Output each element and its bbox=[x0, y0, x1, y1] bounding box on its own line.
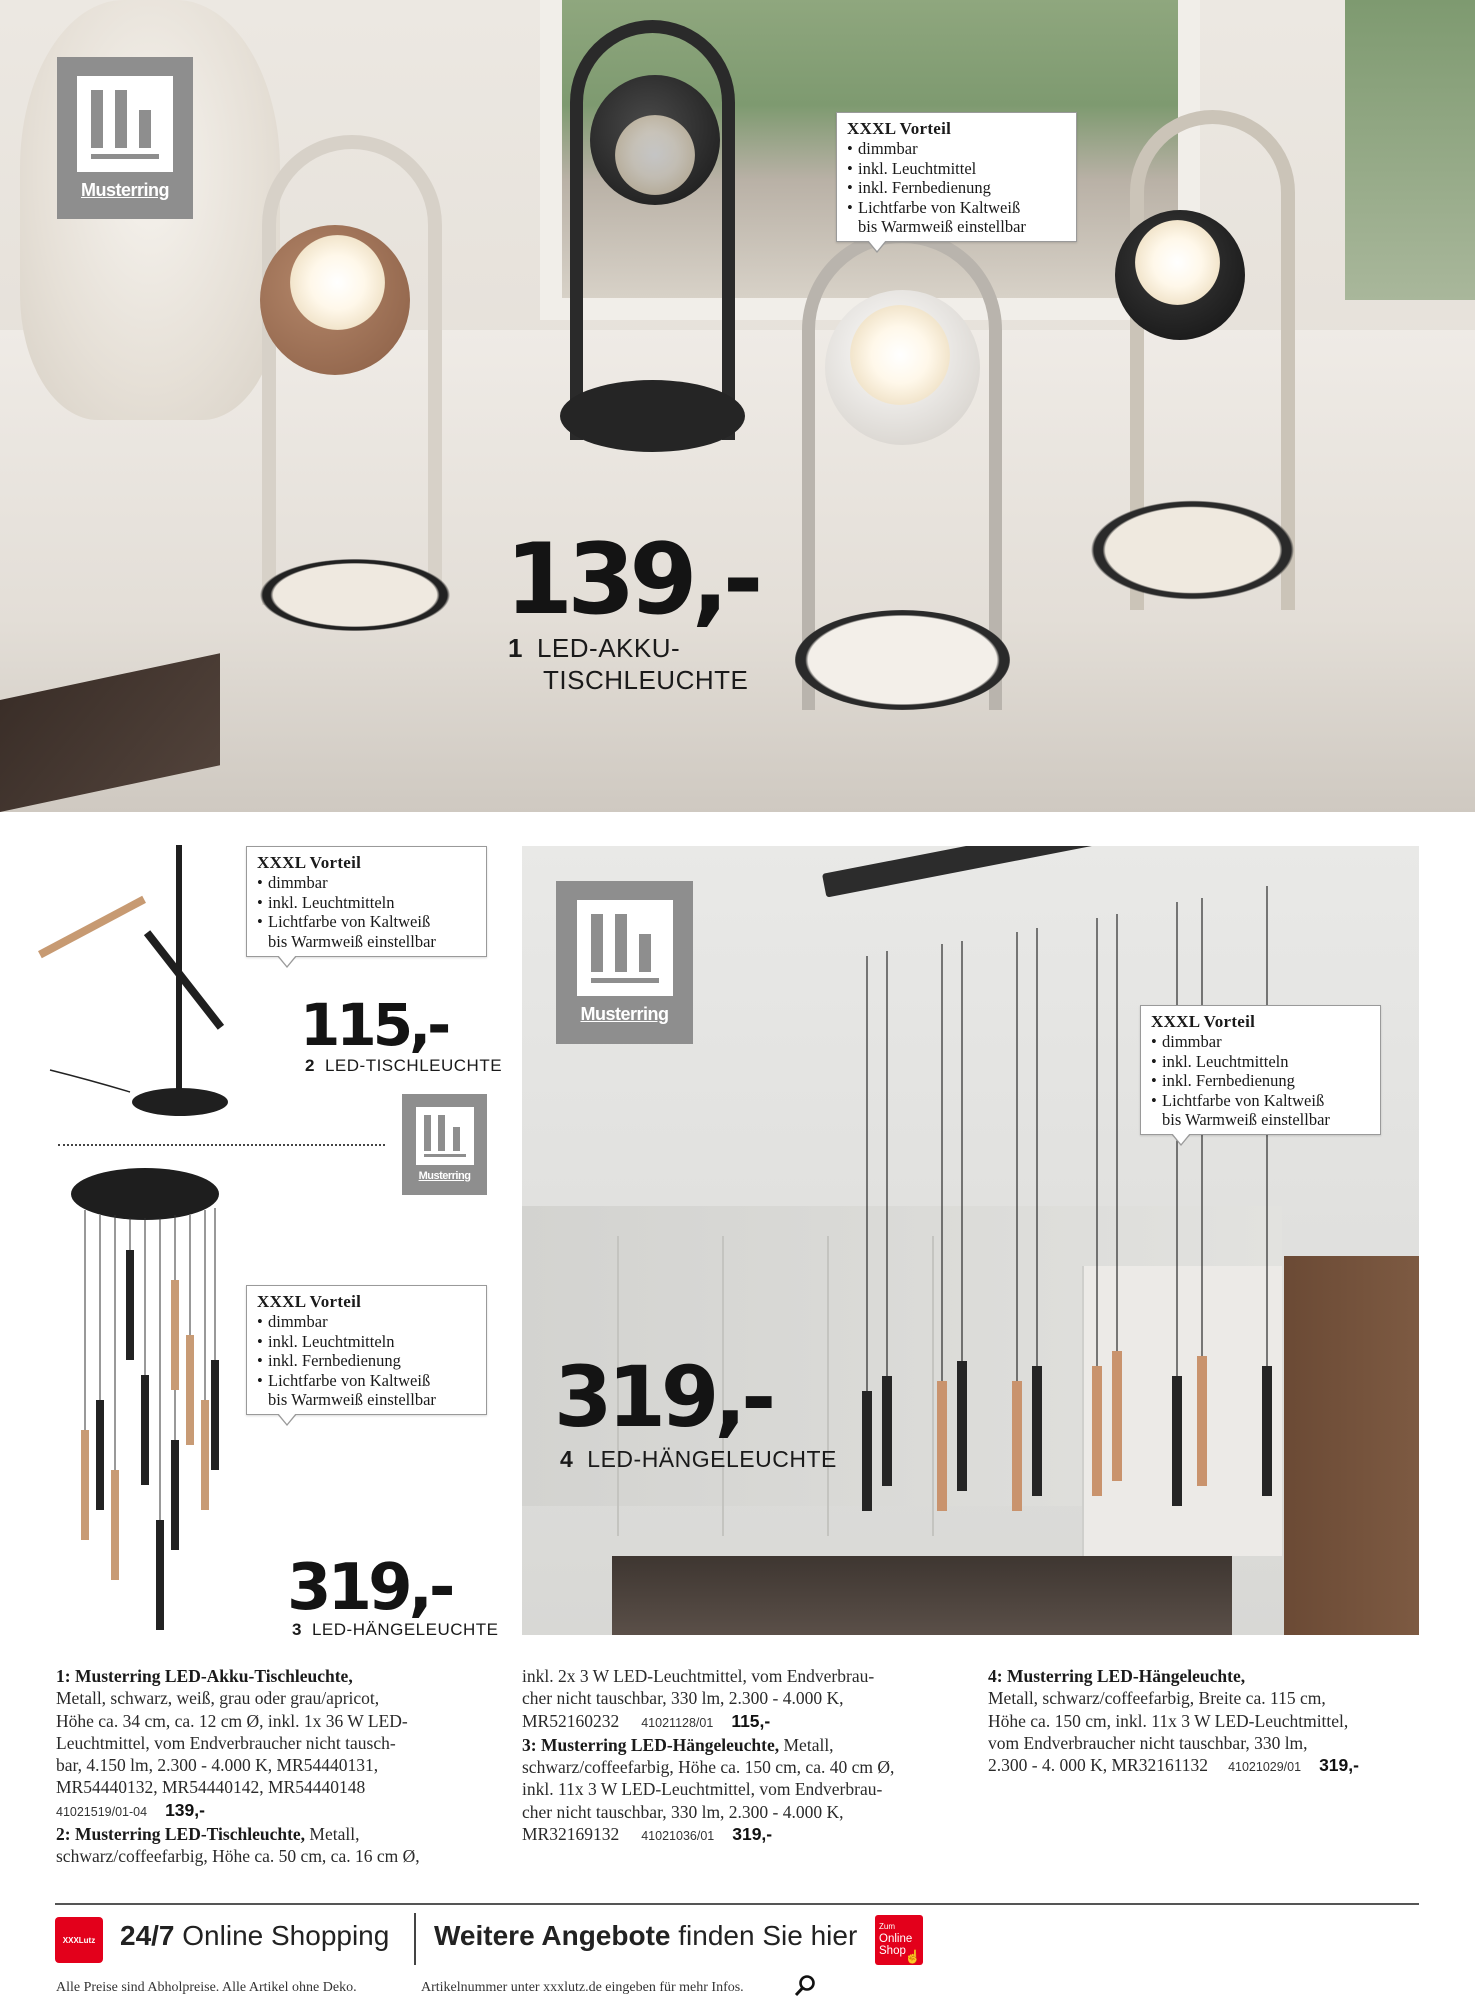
product-number: 3 bbox=[292, 1620, 302, 1639]
online-shopping-text: Online Shopping bbox=[182, 1920, 390, 1951]
musterring-logo-small bbox=[402, 1094, 487, 1195]
desc-title: 2: Musterring LED-Tischleuchte, bbox=[56, 1824, 306, 1845]
article-number: 41021036/01 bbox=[641, 1829, 715, 1844]
callout-title: XXXL Vorteil bbox=[1151, 1012, 1256, 1031]
callout-title: XXXL Vorteil bbox=[257, 1292, 362, 1311]
cursor-hand-icon: ☝ bbox=[904, 1949, 921, 1964]
search-icon[interactable] bbox=[794, 1974, 816, 1998]
desc-line: vom Endverbraucher nicht tauschbar, 330 lm, bbox=[988, 1732, 1308, 1753]
desc-line: schwarz/coffeefarbig, Höhe ca. 150 cm, ca. 40 cm Ø, bbox=[522, 1757, 895, 1778]
xxxl-vorteil-callout-2 bbox=[246, 846, 487, 957]
product-name: LED-TISCHLEUCHTE bbox=[324, 1056, 503, 1075]
callout-item: • inkl. Leuchtmittel bbox=[847, 159, 1066, 179]
shop-button-line: Online bbox=[879, 1933, 913, 1945]
hero-product-name bbox=[508, 632, 748, 696]
more-offers-bold: Weitere Angebote bbox=[434, 1920, 671, 1951]
product4-name bbox=[560, 1446, 837, 1473]
product3-price: 319,- bbox=[287, 1551, 452, 1625]
desc-title: 3: Musterring LED-Hängeleuchte, bbox=[522, 1734, 780, 1755]
desc-price: 319,- bbox=[1319, 1755, 1359, 1776]
xxxlutz-logo[interactable] bbox=[55, 1917, 103, 1963]
xxxl-vorteil-callout-3 bbox=[246, 1285, 487, 1415]
callout-item: bis Warmweiß einstellbar bbox=[268, 1390, 436, 1409]
desc-code: MR52160232 bbox=[522, 1710, 620, 1731]
callout-item: • dimmbar bbox=[847, 139, 1066, 159]
article-number: 41021128/01 bbox=[641, 1715, 714, 1730]
description-column-1 bbox=[56, 1665, 486, 1868]
footer-note-prices: Alle Preise sind Abholpreise. Alle Artikel ohne Deko. bbox=[56, 1980, 357, 1995]
hero-price: 139,- bbox=[505, 523, 758, 637]
desc-line: Höhe ca. 34 cm, ca. 12 cm Ø, inkl. 1x 36 W LED- bbox=[56, 1710, 408, 1731]
callout-item: • Lichtfarbe von Kaltweiß bbox=[257, 1371, 476, 1391]
desc-line: Metall, schwarz, weiß, grau oder grau/apricot, bbox=[56, 1688, 380, 1709]
musterring-logo-mark bbox=[577, 900, 673, 996]
online-shopping-bold: 24/7 bbox=[120, 1920, 175, 1951]
callout-item: • Lichtfarbe von Kaltweiß bbox=[1151, 1091, 1370, 1111]
callout-title: XXXL Vorteil bbox=[257, 853, 362, 872]
desc-line: MR54440132, MR54440142, MR54440148 bbox=[56, 1777, 366, 1798]
callout-item: • inkl. Leuchtmitteln bbox=[257, 893, 476, 913]
musterring-logo-mark bbox=[77, 76, 173, 172]
desc-line: Metall, bbox=[783, 1734, 834, 1755]
hero-image bbox=[0, 0, 1475, 812]
footer-separator bbox=[414, 1913, 416, 1965]
musterring-logo-mark bbox=[416, 1107, 474, 1165]
desc-line: schwarz/coffeefarbig, Höhe ca. 50 cm, ca. 16 cm Ø, bbox=[56, 1846, 420, 1867]
description-column-3 bbox=[988, 1665, 1428, 1778]
product-number: 1 bbox=[508, 633, 523, 663]
callout-item: • dimmbar bbox=[257, 1312, 476, 1332]
divider-dotted bbox=[58, 1144, 385, 1146]
callout-item: • inkl. Fernbedienung bbox=[1151, 1071, 1370, 1091]
callout-item: • dimmbar bbox=[1151, 1032, 1370, 1052]
lamp-white bbox=[790, 230, 1020, 730]
window-view-right bbox=[1345, 0, 1475, 300]
callout-title: XXXL Vorteil bbox=[847, 119, 952, 138]
desc-price: 319,- bbox=[732, 1824, 773, 1845]
product2-price: 115,- bbox=[300, 991, 448, 1059]
product3-name bbox=[292, 1620, 499, 1640]
callout-item: • dimmbar bbox=[257, 873, 476, 893]
musterring-logo-large bbox=[556, 881, 693, 1044]
article-number: 41021029/01 bbox=[1228, 1760, 1302, 1775]
desc-title: 1: Musterring LED-Akku-Tischleuchte, bbox=[56, 1666, 353, 1686]
product-name-line2: TISCHLEUCHTE bbox=[543, 665, 749, 695]
product-number: 2 bbox=[305, 1056, 315, 1075]
desc-line: bar, 4.150 lm, 2.300 - 4.000 K, MR54440131, bbox=[56, 1755, 379, 1776]
desc-line: Metall, bbox=[309, 1824, 360, 1845]
callout-item: • inkl. Leuchtmitteln bbox=[1151, 1052, 1370, 1072]
callout-item: bis Warmweiß einstellbar bbox=[858, 217, 1026, 236]
product2-name bbox=[305, 1056, 502, 1076]
desc-line: 2.300 - 4. 000 K, MR32161132 bbox=[988, 1755, 1209, 1776]
product-name-line1: LED-AKKU- bbox=[536, 633, 681, 663]
shop-button-line: Shop bbox=[879, 1945, 906, 1957]
footer-note-articles: Artikelnummer unter xxxlutz.de eingeben für mehr Infos. bbox=[421, 1980, 744, 1995]
online-shop-button[interactable] bbox=[875, 1915, 923, 1965]
desc-line: inkl. 11x 3 W LED-Leuchtmittel, vom Endverbrau- bbox=[522, 1779, 883, 1800]
desc-price: 115,- bbox=[731, 1710, 771, 1731]
more-offers-link[interactable] bbox=[434, 1920, 857, 1952]
desc-line: Leuchtmittel, vom Endverbraucher nicht tausch- bbox=[56, 1732, 396, 1753]
callout-item: • inkl. Fernbedienung bbox=[257, 1351, 476, 1371]
xxxlutz-logo-text: XXXLutz bbox=[62, 1935, 96, 1945]
xxxl-vorteil-callout-4 bbox=[1140, 1005, 1381, 1135]
more-offers-text: finden Sie hier bbox=[678, 1920, 858, 1951]
lamp-apricot bbox=[240, 135, 470, 645]
lamp-black bbox=[560, 20, 750, 460]
desc-line: Höhe ca. 150 cm, inkl. 11x 3 W LED-Leuchtmittel, bbox=[988, 1710, 1349, 1731]
article-number: 41021519/01-04 bbox=[56, 1804, 148, 1819]
desc-line: Metall, schwarz/coffeefarbig, Breite ca. 115 cm, bbox=[988, 1688, 1326, 1709]
desc-line: cher nicht tauschbar, 330 lm, 2.300 - 4.000 K, bbox=[522, 1801, 844, 1822]
description-column-2 bbox=[522, 1665, 952, 1847]
musterring-logo-text: Musterring bbox=[580, 1004, 669, 1024]
desc-price: 139,- bbox=[165, 1799, 205, 1820]
lamp-grey bbox=[1090, 110, 1300, 630]
callout-item: • inkl. Fernbedienung bbox=[847, 178, 1066, 198]
callout-item: • Lichtfarbe von Kaltweiß bbox=[847, 198, 1066, 218]
footer-rule bbox=[55, 1903, 1419, 1905]
musterring-logo bbox=[57, 57, 193, 219]
callout-item: bis Warmweiß einstellbar bbox=[268, 931, 436, 951]
product-name: LED-HÄNGELEUCHTE bbox=[587, 1446, 837, 1472]
desc-line: cher nicht tauschbar, 330 lm, 2.300 - 4.000 K, bbox=[522, 1688, 844, 1709]
product-name: LED-HÄNGELEUCHTE bbox=[311, 1620, 499, 1639]
product-image-table-lamp bbox=[30, 840, 260, 1130]
musterring-logo-text: Musterring bbox=[80, 179, 169, 200]
musterring-logo-text: Musterring bbox=[418, 1170, 471, 1182]
xxxl-vorteil-callout bbox=[836, 112, 1077, 242]
product-number: 4 bbox=[560, 1446, 574, 1472]
callout-item: bis Warmweiß einstellbar bbox=[1162, 1110, 1330, 1129]
callout-item: • Lichtfarbe von Kaltweiß bbox=[257, 912, 476, 932]
product-image-pendant-linear bbox=[522, 846, 1419, 1635]
desc-line: inkl. 2x 3 W LED-Leuchtmittel, vom Endverbrau- bbox=[522, 1666, 875, 1686]
product4-price: 319,- bbox=[554, 1348, 772, 1446]
online-shopping-link[interactable] bbox=[120, 1920, 389, 1952]
product-image-pendant-round bbox=[55, 1160, 245, 1640]
callout-item: • inkl. Leuchtmitteln bbox=[257, 1332, 476, 1352]
shop-button-line: Zum bbox=[879, 1922, 895, 1931]
desc-code: MR32169132 bbox=[522, 1824, 620, 1845]
desc-title: 4: Musterring LED-Hängeleuchte, bbox=[988, 1666, 1246, 1686]
